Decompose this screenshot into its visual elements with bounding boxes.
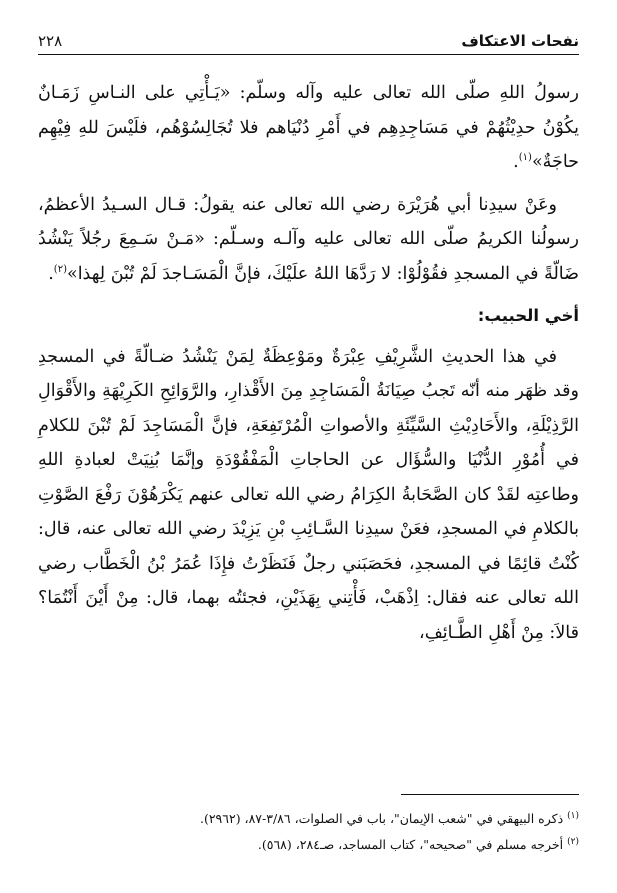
section-heading: أخي الحبيب: xyxy=(477,306,579,325)
paragraph-2: وعَنْ سيدِنا أبي هُرَيْرَة رضي الله تعالى عنه يقولُ: قـال السـيدُ الأعظمُ، رسولُنا الكريمُ صلّى الله تعالى عليه وآلـه وسـلّم: «مَـنْ سَـمِعَ رجُلاً يَنْشُدُ ضَالّةً في المسجدِ فقُوْلُوْا: لا رَدَّهَا اللهُ علَيْكَ، فإنَّ الْمَسَـاجدَ لَمْ تُبْنَ لِهذا»$^{(٢)}$. xyxy=(38,194,579,284)
paragraph-3: في هذا الحديثِ الشَّرِيْفِ عِبْرَةٌ ومَوْعِظَةٌ لِمَنْ يَنْشُدُ ضـالّةً في المسجدِ وقد ظهَر منه أنّه تَجبُ صِيَانَةُ الْمَسَاجِدِ مِنَ الأَقْذارِ، والرَّوَائِحِ الكَرِيْهَةِ والأَقْوَالِ الرَّذِيْلَةِ، والأَحَادِيْثِ السَّيِّئَةِ والأصواتِ الْمُرْتَفِعَةِ، فإنَّ الْمَسَاجِدَ لَمْ تُبْنَ للكلامِ في أُمُوْرِ الدُّنْيَا والسُّؤَال عن الحاجاتِ الْمَفْقُوْدَةِ وإنَّمَا بُنِيَتْ لعبادةِ اللهِ وطاعتِه لقَدْ كان الصَّحَابةُ الكِرَامُ رضي الله تعالى عنهم يَكْرَهُوْنَ رَفْعَ الصَّوْتِ بالكلامِ في المسجدِ، فعَنْ سيدِنا السَّـائِبِ بْنِ يَزِيْدَ رضي الله تعالى عنه، قال: كُنْتُ قائِمًا في المسجدِ، فحَصَبَني رجلٌ فَنَظَرْتُ فإِذَا عُمَرُ بْنُ الْخَطَّاب رضي الله تعالى عنه فقال: اِذْهَبْ، فَأْتِني بِهَذَيْنِ، فجئتُه بهما، قال: مِنْ أَيْنَ أَنْتُمَا؟ قالاَ: مِنْ أَهْلِ الطَّـائِفِ، xyxy=(38,346,579,643)
header-title: نفحات الاعتكاف xyxy=(461,32,579,50)
footnote-divider xyxy=(401,794,579,795)
footnotes xyxy=(38,806,579,858)
footnote-ref-1: (١) xyxy=(518,152,532,164)
footnote-mark-2: (٢) xyxy=(567,836,579,847)
footnote-2 xyxy=(38,832,579,858)
header-divider xyxy=(38,54,579,55)
footnote-text-2: أخرجه مسلم في "صحيحه"، كتاب المساجد، صـ٢٨٤، (٥٦٨). xyxy=(257,837,564,852)
page-number: ٢٢٨ xyxy=(38,32,63,50)
footnote-1 xyxy=(38,806,579,832)
footnote-mark-1: (١) xyxy=(567,810,579,821)
running-header xyxy=(38,22,579,50)
book-page xyxy=(38,0,579,893)
paragraph-1: رسولُ اللهِ صلّى الله تعالى عليه وآله وسلّم: «يَـأْتِي على النـاسِ زَمَـانٌ يكُوْنُ حدِيْثُهُمْ في مَسَاجِدِهِم في أَمْرِ دُنْيَاهم فلا تُجَالِسُوْهُم، فلَيْسَ للهِ فِيْهِم حاجَةٌ»$^{(١)}$. xyxy=(38,83,579,172)
footnote-text-1: ذكره البيهقي في "شعب الإيمان"، باب في الصلوات، ٣/٨٦-٨٧، (٢٩٦٢). xyxy=(199,811,564,826)
main-text xyxy=(38,76,579,658)
footnote-ref-2: (٢) xyxy=(53,263,67,275)
